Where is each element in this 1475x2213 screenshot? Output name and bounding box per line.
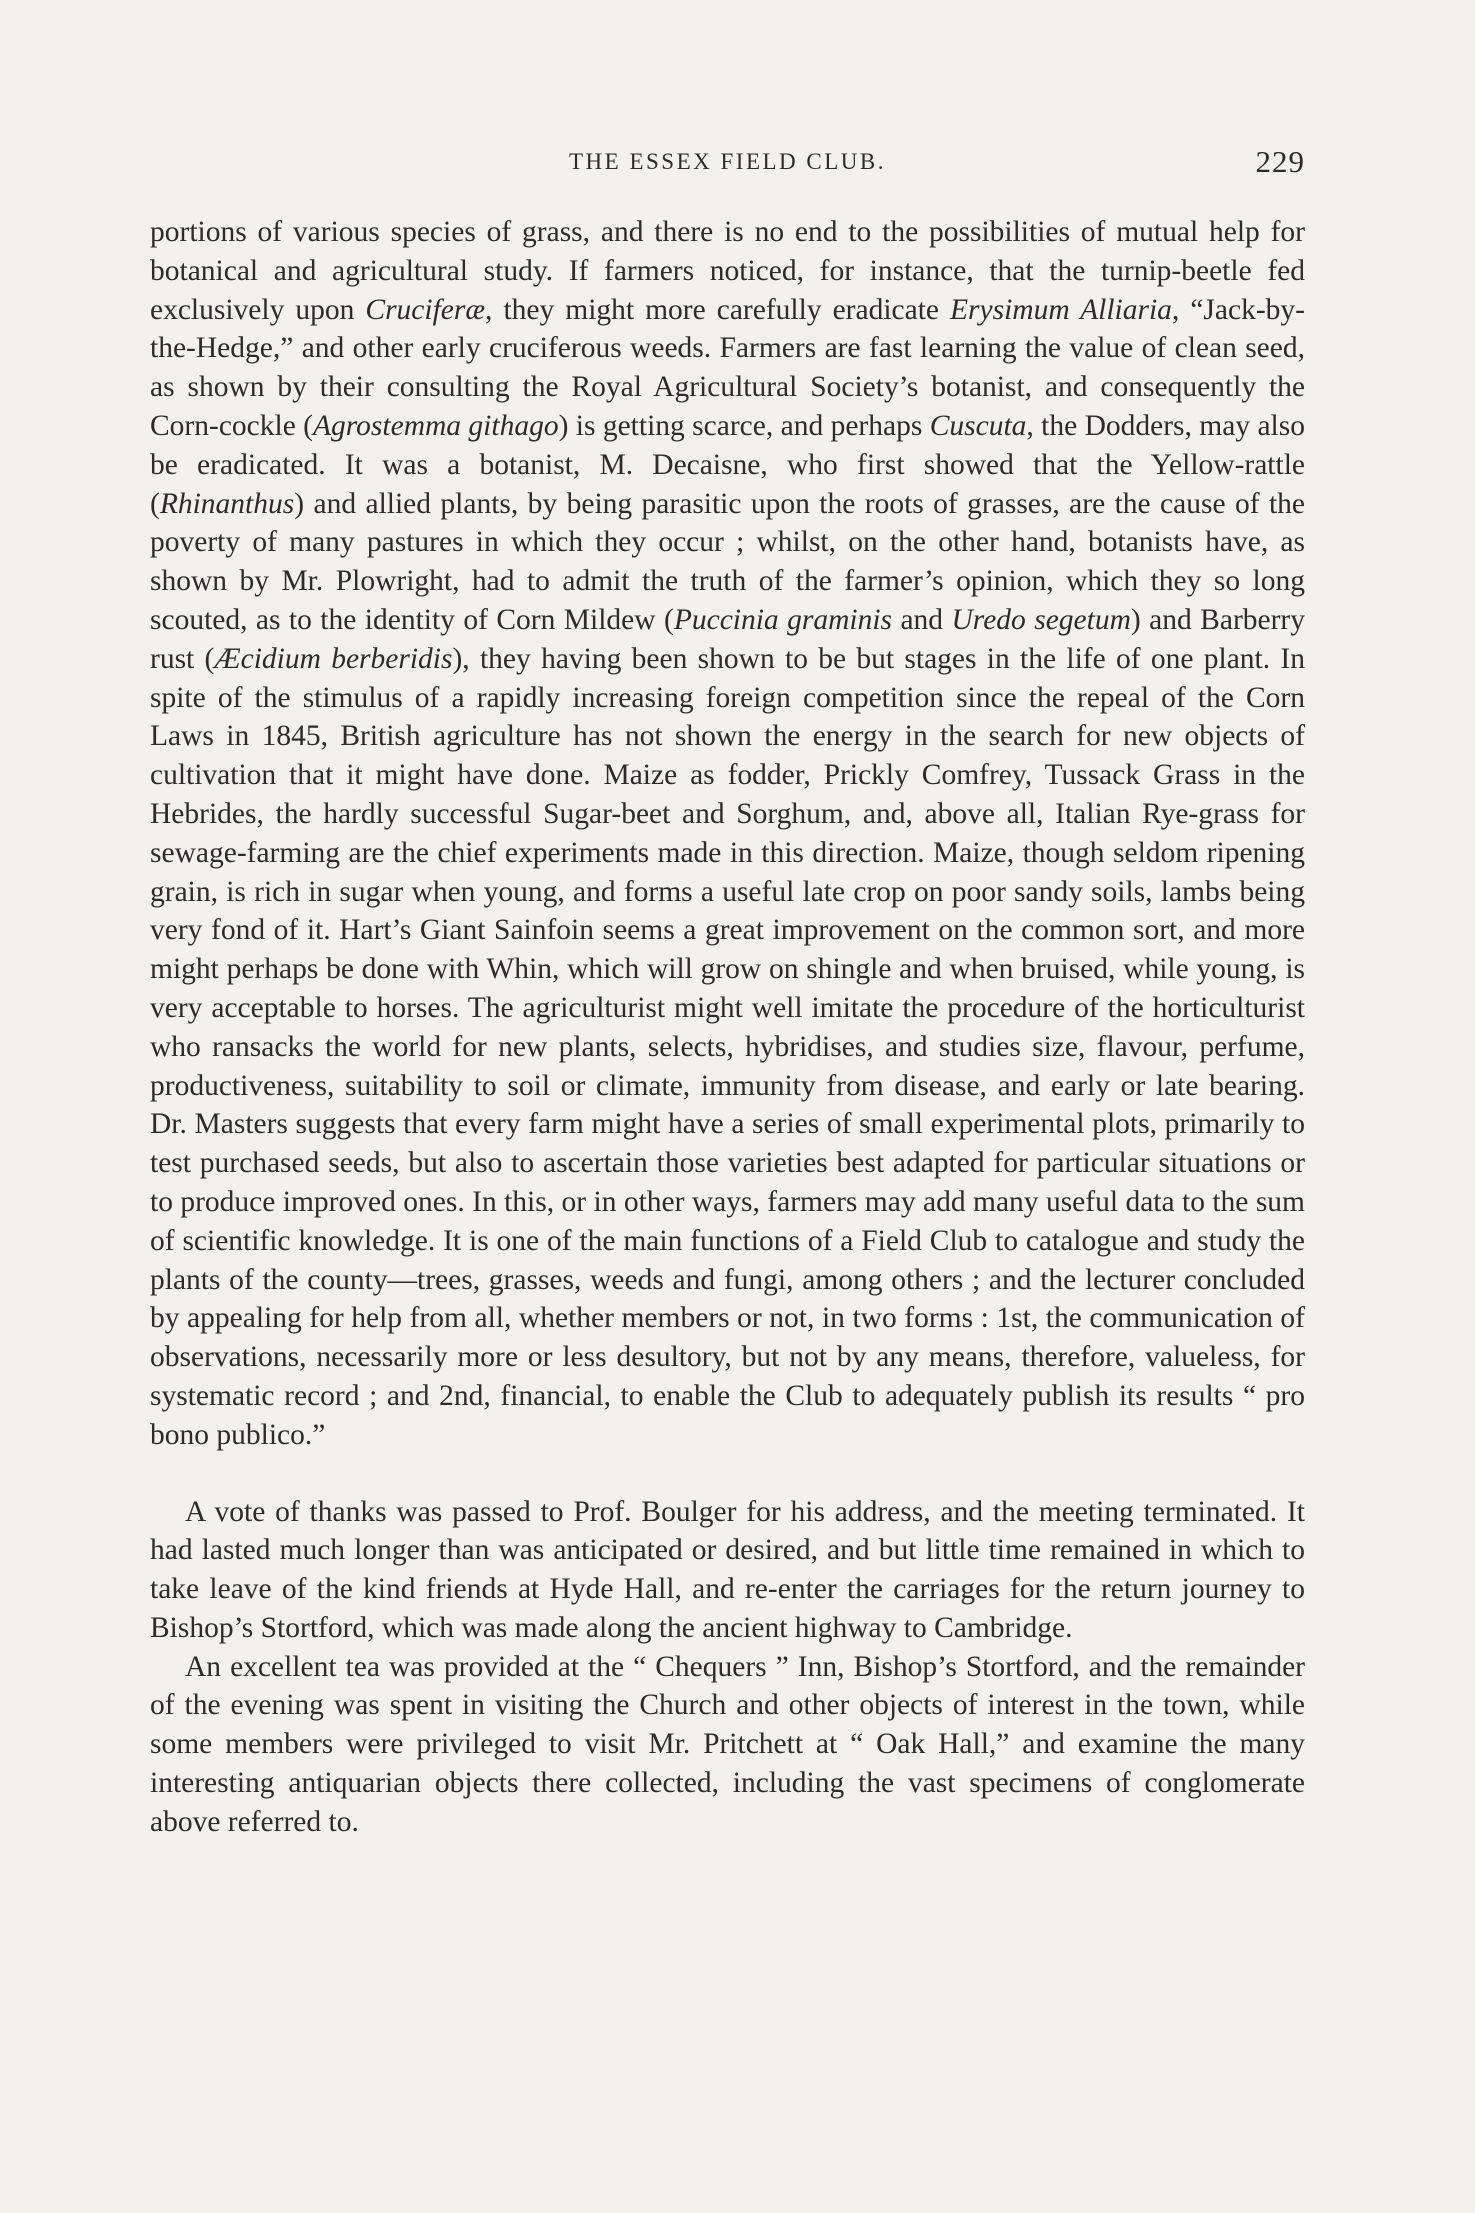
italic-term: Cruciferæ xyxy=(365,293,486,326)
running-title: THE ESSEX FIELD CLUB. xyxy=(569,149,886,174)
paragraph-1 xyxy=(150,213,1305,1455)
text-run: and xyxy=(892,603,952,636)
italic-term: Erysimum Alliaria xyxy=(950,293,1172,326)
paragraph-2 xyxy=(150,1493,1305,1648)
italic-term: Rhinanthus xyxy=(159,487,295,520)
italic-term: Uredo segetum xyxy=(951,603,1131,636)
running-head xyxy=(150,142,1305,182)
text-run: , they might more carefully eradicate xyxy=(485,293,951,326)
text-run: ) is getting scarce, and perhaps xyxy=(558,409,930,442)
text-run: ), they having been shown to be but stages in the life of one plant. In spite of the stimulus of a rapidly increasing foreign competition since the repeal of the Corn Laws in 1845, British agriculture has not shown the energy in the search for new objects of cultivation that it might have done. Maize as fodder, Prickly Comfrey, Tussack Grass in the Hebrides, the hardly successful Sugar-beet and Sorghum, and, above all, Italian Rye-grass for sewage-farming are the chief experiments made in this direction. Maize, though seldom ripening grain, is rich in sugar when young, and forms a useful late crop on poor sandy soils, lambs being very fond of it. Hart’s Giant Sainfoin seems a great improvement on the common sort, and more might perhaps be done with Whin, which will grow on shingle and when bruised, while young, is very acceptable to horses. The agriculturist might well imitate the procedure of the horticulturist who ransacks the world for new plants, selects, hybridises, and studies size, flavour, perfume, productiveness, suitability to soil or climate, immunity from disease, and early or late bearing. Dr. Masters suggests that every farm might have a series of small experimental plots, primarily to test purchased seeds, but also to ascertain those varieties best adapted for particular situations or to produce improved ones. In this, or in other ways, farmers may add many useful data to the sum of scientific knowledge. It is one of the main functions of a Field Club to catalogue and study the plants of the county—trees, grasses, weeds and fungi, among others ; and the lecturer concluded by appealing for help from all, whether members or not, in two forms : 1st, the communication of observations, necessarily more or less desultory, but not by any means, therefore, valueless, for systematic record ; and 2nd, financial, to enable the Club to adequately publish its results “ pro bono publico.” xyxy=(150,642,1305,1451)
italic-term: Æcidium berberidis xyxy=(214,642,453,675)
italic-term: Cuscuta xyxy=(929,409,1027,442)
text-run: ) and Barberry rust ( xyxy=(150,603,1306,675)
text-run: An excellent tea was provided at the “ Chequers ” Inn, Bishop’s Stortford, and the remainder of the evening was spent in visiting the Church and other objects of interest in the town, while some members were privileged to visit Mr. Pritchett at “ Oak Hall,” and examine the many interesting antiquarian objects there collected, including the vast specimens of conglomerate above referred to. xyxy=(150,1650,1305,1838)
text-run: , “Jack-by-the-Hedge,” and other early cruciferous weeds. Farmers are fast learning the value of clean seed, as shown by their consulting the Royal Agricultural Society’s botanist, and consequently the Corn-cockle ( xyxy=(150,293,1305,442)
body-text xyxy=(150,213,1305,1842)
italic-term: Puccinia graminis xyxy=(673,603,893,636)
page-number: 229 xyxy=(1255,144,1305,179)
italic-term: Agrostemma githago xyxy=(313,409,559,442)
text-run: A vote of thanks was passed to Prof. Boulger for his address, and the meeting terminated. It had lasted much longer than was anticipated or desired, and but little time remained in which to take leave of the kind friends at Hyde Hall, and re-enter the carriages for the return journey to Bishop’s Stortford, which was made along the ancient highway to Cambridge. xyxy=(150,1495,1305,1644)
text-run: , the Dodders, may also be eradicated. It was a botanist, M. Decaisne, who first showed that the Yellow-rattle ( xyxy=(150,409,1305,520)
text-run: ) and allied plants, by being parasitic upon the roots of grasses, are the cause of the poverty of many pastures in which they occur ; whilst, on the other hand, botanists have, as shown by Mr. Plowright, had to admit the truth of the farmer’s opinion, which they so long scouted, as to the identity of Corn Mildew ( xyxy=(150,487,1305,636)
text-run: portions of various species of grass, and there is no end to the possibilities of mutual help for botanical and agricultural study. If farmers noticed, for instance, that the turnip-beetle fed exclusively upon xyxy=(150,216,1305,326)
paragraph-3 xyxy=(150,1648,1305,1842)
